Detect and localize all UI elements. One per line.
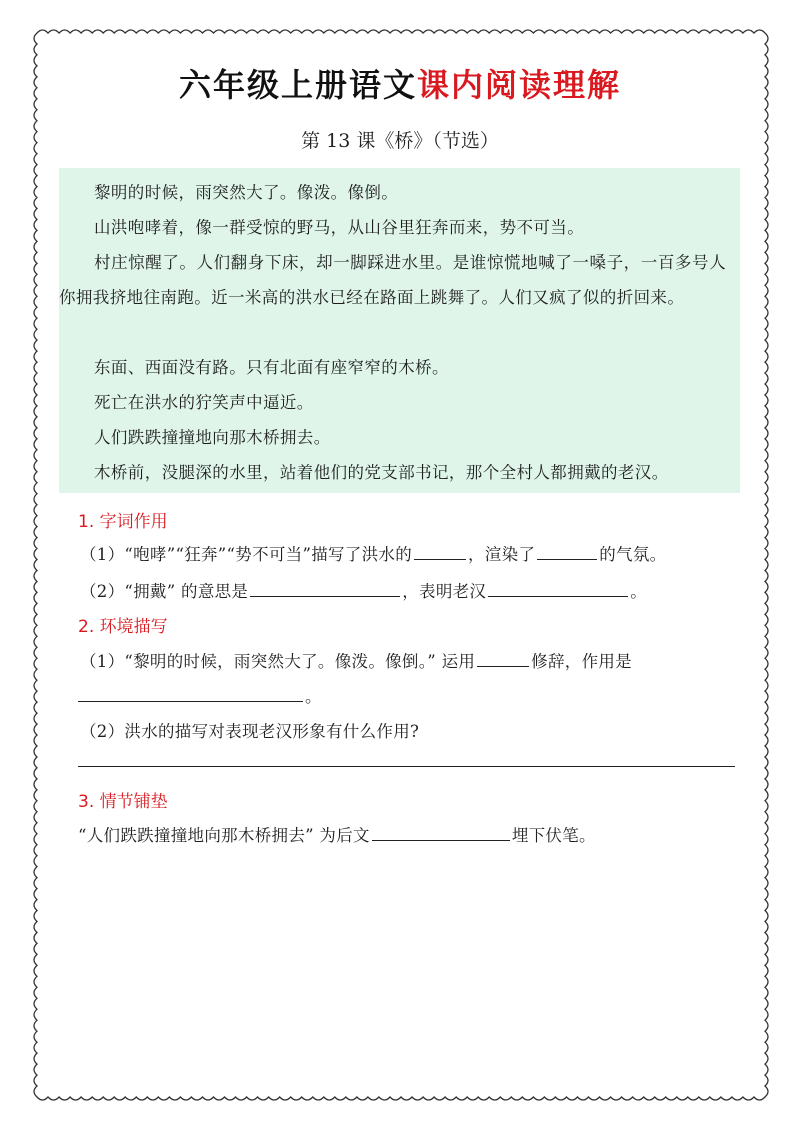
passage-paragraph: 黎明的时候，雨突然大了。像泼。像倒。 (94, 183, 399, 202)
question-1-2: （2）“拥戴” 的意思是 ，表明老汉 。 (80, 578, 647, 602)
answer-blank[interactable] (250, 579, 400, 597)
answer-blank[interactable] (78, 684, 303, 702)
answer-line[interactable] (78, 766, 735, 767)
section-heading-plot-setup: 3. 情节铺垫 (78, 792, 168, 812)
answer-blank[interactable] (372, 823, 510, 841)
answer-blank[interactable] (488, 579, 628, 597)
question-2-1: （1）“黎明的时候，雨突然大了。像泼。像倒。” 运用 修辞，作用是 (80, 648, 632, 672)
passage-paragraph: 木桥前，没腿深的水里，站着他们的党支部书记，那个全村人都拥戴的老汉。 (94, 463, 669, 482)
answer-blank[interactable] (414, 542, 466, 560)
passage-paragraph: 死亡在洪水的狞笑声中逼近。 (94, 393, 314, 412)
question-2-2: （2）洪水的描写对表现老汉形象有什么作用? (80, 722, 420, 741)
answer-blank[interactable] (537, 542, 597, 560)
question-1-1: （1）“咆哮”“狂奔”“势不可当”描写了洪水的 ，渲染了 的气氛。 (80, 541, 666, 565)
page-title (0, 60, 800, 106)
passage-box (59, 168, 740, 493)
passage-paragraph: 人们跌跌撞撞地向那木桥拥去。 (94, 428, 331, 447)
question-3-1: “人们跌跌撞撞地向那木桥拥去” 为后文 埋下伏笔。 (78, 822, 596, 846)
answer-blank[interactable] (477, 649, 529, 667)
section-heading-environment: 2. 环境描写 (78, 617, 168, 637)
section-heading-word-usage: 1. 字词作用 (78, 512, 168, 532)
passage-paragraph: 村庄惊醒了。人们翻身下床，却一脚踩进水里。是谁惊慌地喊了一嗓子，一百多号人你拥我挤地往南跑。近一米高的洪水已经在路面上跳舞了。人们又疯了似的折回来。 (59, 253, 726, 307)
passage-paragraph: 东面、西面没有路。只有北面有座窄窄的木桥。 (94, 358, 449, 377)
title-red-part: 课内阅读理解 (417, 66, 622, 104)
title-black-part: 六年级上册语文 (178, 66, 417, 104)
lesson-subtitle: 第 13 课《桥》（节选） (301, 130, 499, 152)
passage-paragraph: 山洪咆哮着，像一群受惊的野马，从山谷里狂奔而来，势不可当。 (94, 218, 585, 237)
question-2-1-continued: 。 (78, 683, 322, 707)
